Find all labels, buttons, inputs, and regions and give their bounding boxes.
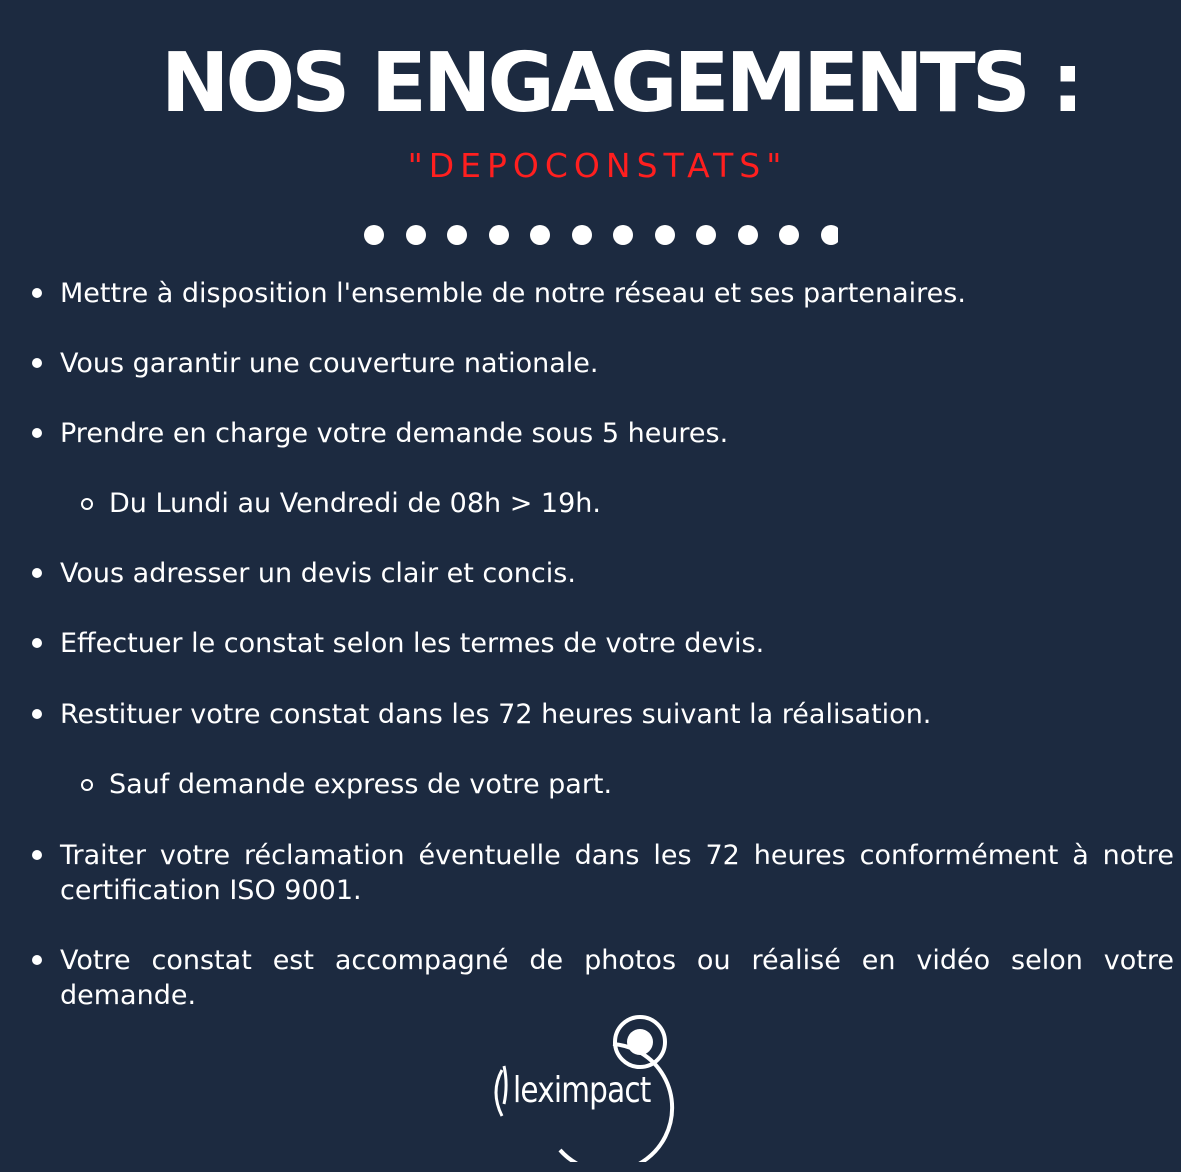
circle-bullet-icon [81,779,93,791]
bullet-icon [32,428,42,438]
bullet-icon [32,955,42,965]
sub-list-item [109,486,1169,521]
list-item [60,346,1174,381]
sub-list-item [109,767,1169,802]
circle-bullet-icon [81,498,93,510]
list-item-text: Vous garantir une couverture nationale. [60,348,599,379]
list-item-text: Vous adresser un devis clair et concis. [60,558,576,589]
dotted-divider [364,225,838,245]
list-item-text: Restituer votre constat dans les 72 heures suivant la réalisation. [60,699,932,730]
list-item-text: Mettre à disposition l'ensemble de notre réseau et ses partenaires. [60,278,966,309]
list-item-text: Prendre en charge votre demande sous 5 heures. [60,418,729,449]
list-item [60,838,1174,908]
list-item [60,276,1174,311]
list-item-text: Sauf demande express de votre part. [109,769,613,800]
list-item-text: Votre constat est accompagné de photos ou réalisé en vidéo selon votre demande. [60,945,1174,1011]
bullet-icon [32,568,42,578]
list-item [60,943,1174,1013]
list-item [60,626,1174,661]
bullet-icon [32,288,42,298]
list-item-text: Du Lundi au Vendredi de 08h > 19h. [109,488,601,519]
bullet-icon [32,358,42,368]
bullet-icon [32,709,42,719]
brand-subtitle: "DEPOCONSTATS" [407,146,788,185]
logo-wordmark: leximpact [513,1070,651,1111]
list-item-text: Effectuer le constat selon les termes de votre devis. [60,628,765,659]
bullet-icon [32,638,42,648]
bullet-icon [32,850,42,860]
page-title: NOS ENGAGEMENTS : [160,36,1081,131]
list-item [60,416,1174,451]
list-item [60,697,1174,732]
leximpact-logo [488,1012,688,1162]
list-item [60,556,1174,591]
list-item-text: Traiter votre réclamation éventuelle dans les 72 heures conformément à notre certification ISO 9001. [60,840,1174,906]
